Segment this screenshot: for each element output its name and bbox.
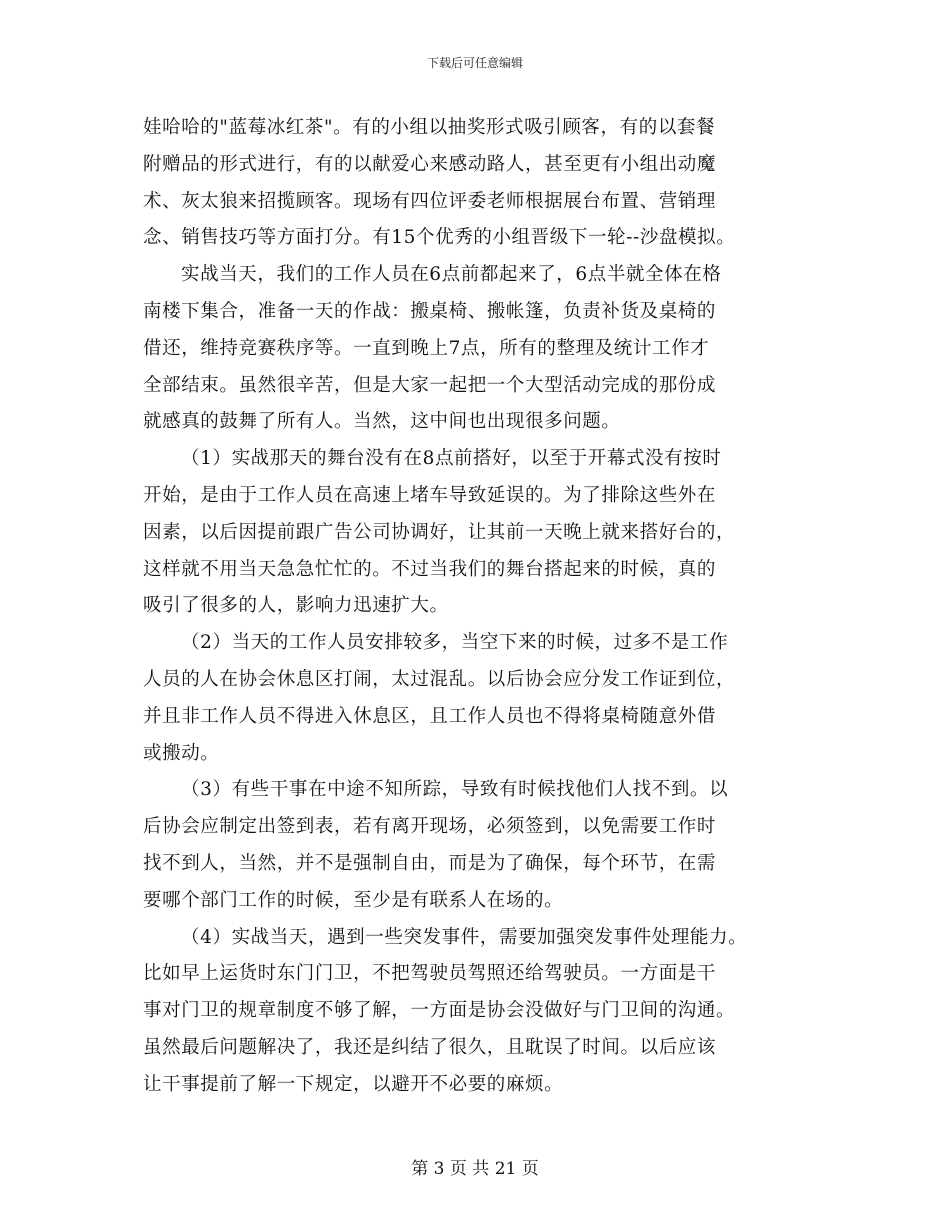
- text-line: 吸引了很多的人，影响力迅速扩大。: [143, 595, 449, 617]
- text-line: 后协会应制定出签到表，若有离开现场，必须签到，以免需要工作时: [143, 816, 717, 838]
- text-line: 或搬动。: [143, 742, 220, 764]
- text-line: 找不到人，当然，并不是强制自由，而是为了确保，每个环节，在需: [143, 852, 717, 874]
- paragraph-first-line: （4）实战当天，遇到一些突发事件，需要加强突发事件处理能力。: [181, 926, 748, 948]
- text-line: 就感真的鼓舞了所有人。当然，这中间也出现很多问题。: [143, 411, 621, 433]
- text-line: 术、灰太狼来招揽顾客。现场有四位评委老师根据展台布置、营销理: [143, 190, 717, 212]
- text-line: 南楼下集合，准备一天的作战：搬桌椅、搬帐篷，负责补货及桌椅的: [143, 300, 717, 322]
- text-line: 让干事提前了解一下规定，以避开不必要的麻烦。: [143, 1073, 564, 1095]
- text-line: 娃哈哈的"蓝莓冰红茶"。有的小组以抽奖形式吸引顾客，有的以套餐: [143, 117, 716, 138]
- body-text: [143, 110, 823, 1104]
- text-line: 这样就不用当天急急忙忙的。不过当我们的舞台搭起来的时候，真的: [143, 558, 717, 580]
- text-line: 要哪个部门工作的时候，至少是有联系人在场的。: [143, 889, 564, 911]
- text-line: 念、销售技巧等方面打分。有15个优秀的小组晋级下一轮--沙盘模拟。: [143, 227, 736, 249]
- text-line: 附赠品的形式进行，有的以献爱心来感动路人，甚至更有小组出动魔: [143, 153, 717, 175]
- text-line: 并且非工作人员不得进入休息区，且工作人员也不得将桌椅随意外借: [143, 705, 717, 727]
- paragraph-first-line: （3）有些干事在中途不知所踪，导致有时候找他们人找不到。以: [181, 779, 729, 801]
- paragraph-first-line: （2）当天的工作人员安排较多，当空下来的时候，过多不是工作: [181, 632, 729, 654]
- text-line: 开始，是由于工作人员在高速上堵车导致延误的。为了排除这些外在: [143, 484, 717, 506]
- page-number: 第 3 页 共 21 页: [411, 1159, 539, 1179]
- text-line: 人员的人在协会休息区打闹，太过混乱。以后协会应分发工作证到位，: [143, 668, 736, 690]
- text-line: 全部结束。虽然很辛苦，但是大家一起把一个大型活动完成的那份成: [143, 374, 717, 396]
- text-line: 虽然最后问题解决了，我还是纠结了很久，且耽误了时间。以后应该: [143, 1036, 717, 1058]
- text-line: 借还，维持竞赛秩序等。一直到晚上7点，所有的整理及统计工作才: [143, 337, 710, 359]
- header-note: 下载后可任意编辑: [426, 56, 523, 70]
- paragraph-first-line: （1）实战那天的舞台没有在8点前搭好，以至于开幕式没有按时: [181, 448, 722, 470]
- text-line: 事对门卫的规章制度不够了解，一方面是协会没做好与门卫间的沟通。: [143, 1000, 736, 1022]
- paragraph-first-line: 实战当天，我们的工作人员在6点前都起来了，6点半就全体在格: [181, 264, 722, 286]
- text-line: 比如早上运货时东门门卫，不把驾驶员驾照还给驾驶员。一方面是干: [143, 963, 717, 985]
- text-line: 因素，以后因提前跟广告公司协调好，让其前一天晚上就来搭好台的，: [143, 521, 736, 543]
